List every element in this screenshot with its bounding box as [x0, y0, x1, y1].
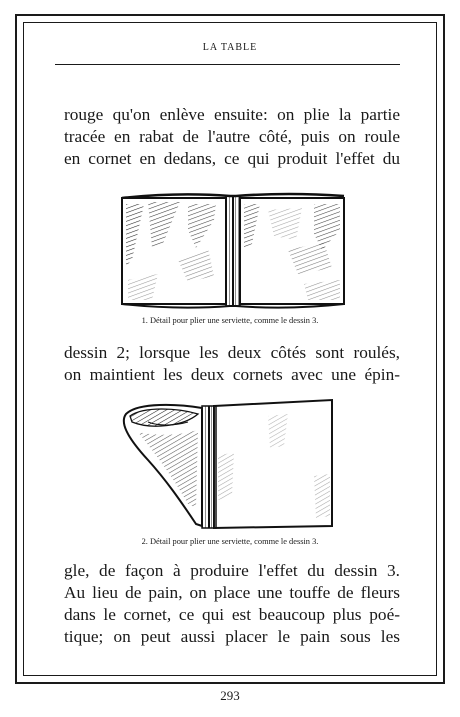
figure-2-illustration [118, 396, 340, 532]
text-line: dessin 2; lorsque les deux côtés sont roulés, [64, 343, 400, 362]
text-line: dans le cornet, ce qui est beaucoup plus poé- [64, 605, 400, 624]
figure-2-caption: 2. Détail pour plier une serviette, comme le dessin 3. [141, 537, 319, 546]
paragraph-1 [64, 104, 400, 170]
text-line: Au lieu de pain, on place une touffe de fleurs [64, 583, 400, 602]
text-line: gle, de façon à produire l'effet du dessin 3. [64, 561, 400, 580]
paragraph-2 [64, 342, 400, 386]
paragraph-3 [64, 560, 400, 648]
text-line: tique; on peut aussi placer le pain sous les [64, 627, 400, 646]
text-line: en cornet en dedans, ce qui produit l'effet du [64, 149, 400, 168]
text-line: tracée en rabat de l'autre côté, puis on roule [64, 127, 400, 146]
header-rule [55, 64, 400, 65]
page-number: 293 [220, 688, 240, 703]
figure-1-illustration [118, 190, 348, 312]
text-line: on maintient les deux cornets avec une épin- [64, 365, 400, 384]
running-title: LA TABLE [202, 42, 258, 53]
figure-1-caption: 1. Détail pour plier une serviette, comme le dessin 3. [141, 316, 319, 325]
text-line: rouge qu'on enlève ensuite: on plie la partie [64, 105, 400, 124]
